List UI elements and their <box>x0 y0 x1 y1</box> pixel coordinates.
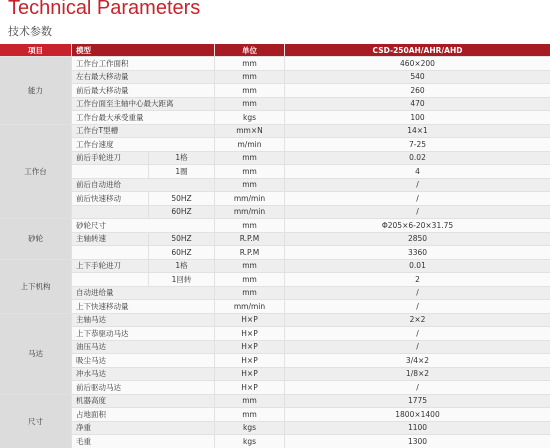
row-label <box>72 165 148 178</box>
header-unit: 单位 <box>215 44 284 56</box>
row-value: 1/8×2 <box>285 368 550 381</box>
spec-table <box>0 44 550 448</box>
row-unit: mm <box>215 179 284 192</box>
row-label: 占地面积 <box>72 408 214 421</box>
row-value: 2850 <box>285 233 550 246</box>
row-value: / <box>285 381 550 394</box>
row-label: 工作台面至主轴中心最大距离 <box>72 98 214 111</box>
row-sublabel: 50HZ <box>149 233 214 246</box>
row-unit: mm <box>215 287 284 300</box>
row-value: Φ205×6-20×31.75 <box>285 219 550 232</box>
row-unit: H×P <box>215 381 284 394</box>
group-label: 上下机构 <box>0 260 71 313</box>
row-value: 1300 <box>285 435 550 448</box>
row-sublabel: 60HZ <box>149 246 214 259</box>
row-value: 0.01 <box>285 260 550 273</box>
row-label: 主轴马达 <box>72 314 214 327</box>
row-label: 冲水马达 <box>72 368 214 381</box>
row-label: 自动进给量 <box>72 287 214 300</box>
row-unit: H×P <box>215 341 284 354</box>
row-unit: mm×N <box>215 125 284 138</box>
row-unit: mm <box>215 98 284 111</box>
row-value: 100 <box>285 111 550 124</box>
row-value: 470 <box>285 98 550 111</box>
row-unit: mm <box>215 84 284 97</box>
row-label: 工作台速度 <box>72 138 214 151</box>
row-unit: kgs <box>215 422 284 435</box>
row-sublabel: 1格 <box>149 260 214 273</box>
row-unit: mm <box>215 152 284 165</box>
row-unit: mm/min <box>215 206 284 219</box>
page-subtitle: 技术参数 <box>8 25 52 38</box>
group-label: 工作台 <box>0 125 71 219</box>
row-label: 油压马达 <box>72 341 214 354</box>
row-value: 3360 <box>285 246 550 259</box>
header-model: 模型 <box>72 44 214 56</box>
row-value: 460×200 <box>285 57 550 70</box>
row-label: 砂轮尺寸 <box>72 219 214 232</box>
row-label: 前后最大移动量 <box>72 84 214 97</box>
row-label: 机器高度 <box>72 395 214 408</box>
row-label: 工作台最大承受重量 <box>72 111 214 124</box>
row-label: 左右最大移动量 <box>72 71 214 84</box>
group-label: 能力 <box>0 57 71 124</box>
row-label: 前后快速移动 <box>72 192 148 205</box>
row-label: 上下手轮进刀 <box>72 260 148 273</box>
row-value: 0.02 <box>285 152 550 165</box>
row-label: 主轴转速 <box>72 233 148 246</box>
row-unit: mm <box>215 408 284 421</box>
row-value: / <box>285 287 550 300</box>
row-value: 3/4×2 <box>285 354 550 367</box>
row-value: 2 <box>285 273 550 286</box>
row-unit: R.P.M <box>215 233 284 246</box>
row-unit: H×P <box>215 314 284 327</box>
row-label <box>72 246 148 259</box>
row-unit: mm <box>215 71 284 84</box>
header-item: 项目 <box>0 44 71 56</box>
row-value: 14×1 <box>285 125 550 138</box>
row-label <box>72 273 148 286</box>
row-value: 2×2 <box>285 314 550 327</box>
row-label: 前后自动进给 <box>72 179 214 192</box>
row-unit: mm <box>215 165 284 178</box>
row-value: / <box>285 300 550 313</box>
row-value: 4 <box>285 165 550 178</box>
group-label: 尺寸 <box>0 395 71 448</box>
row-label: 毛重 <box>72 435 214 448</box>
row-label: 工作台T型槽 <box>72 125 214 138</box>
header-spec: CSD-250AH/AHR/AHD <box>285 44 550 56</box>
row-value: 1100 <box>285 422 550 435</box>
row-label <box>72 206 148 219</box>
row-label: 工作台工作面积 <box>72 57 214 70</box>
row-label: 前后驱动马达 <box>72 381 214 394</box>
row-label: 上下恭驱动马达 <box>72 327 214 340</box>
row-value: / <box>285 206 550 219</box>
row-label: 吸尘马达 <box>72 354 214 367</box>
row-unit: H×P <box>215 354 284 367</box>
row-unit: m/min <box>215 138 284 151</box>
row-unit: mm/min <box>215 192 284 205</box>
row-label: 前后手轮进刀 <box>72 152 148 165</box>
page-title: Technical Parameters <box>8 0 201 19</box>
row-value: 260 <box>285 84 550 97</box>
row-label: 上下快速移动量 <box>72 300 214 313</box>
row-value: 1800×1400 <box>285 408 550 421</box>
row-sublabel: 50HZ <box>149 192 214 205</box>
row-value: / <box>285 179 550 192</box>
group-label: 砂轮 <box>0 219 71 259</box>
group-label: 马达 <box>0 314 71 394</box>
row-value: 7-25 <box>285 138 550 151</box>
row-unit: mm <box>215 395 284 408</box>
row-unit: kgs <box>215 435 284 448</box>
row-unit: mm/min <box>215 300 284 313</box>
row-value: / <box>285 192 550 205</box>
row-value: / <box>285 327 550 340</box>
row-unit: kgs <box>215 111 284 124</box>
row-unit: R.P.M <box>215 246 284 259</box>
row-value: / <box>285 341 550 354</box>
row-unit: mm <box>215 219 284 232</box>
row-sublabel: 60HZ <box>149 206 214 219</box>
row-unit: mm <box>215 273 284 286</box>
row-sublabel: 1圈 <box>149 165 214 178</box>
row-sublabel: 1格 <box>149 152 214 165</box>
row-unit: H×P <box>215 327 284 340</box>
row-sublabel: 1回转 <box>149 273 214 286</box>
row-value: 1775 <box>285 395 550 408</box>
row-unit: mm <box>215 260 284 273</box>
row-label: 净重 <box>72 422 214 435</box>
row-value: 540 <box>285 71 550 84</box>
row-unit: mm <box>215 57 284 70</box>
row-unit: H×P <box>215 368 284 381</box>
